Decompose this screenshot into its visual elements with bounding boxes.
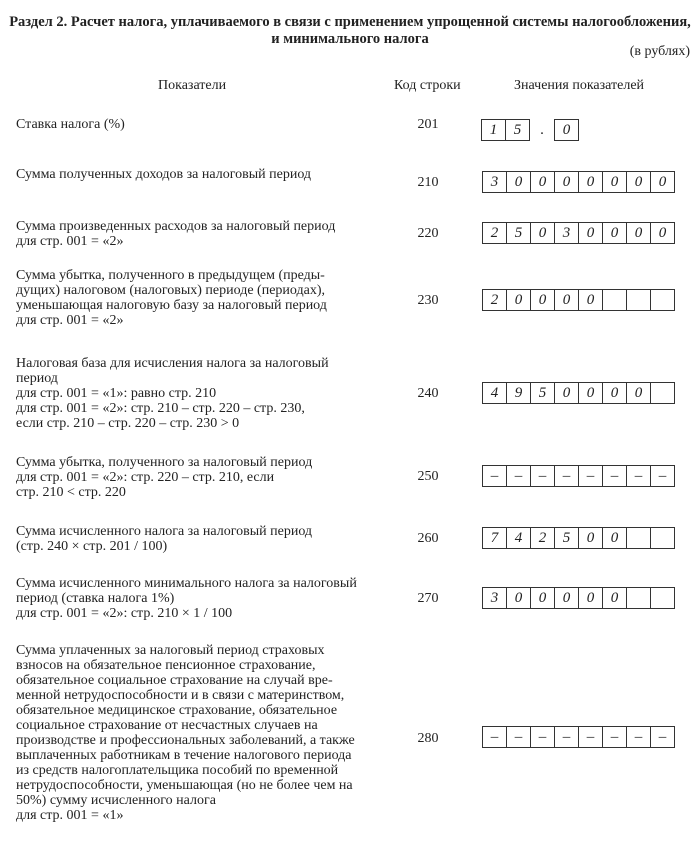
value-cell[interactable] — [650, 289, 675, 311]
header-indicators: Показатели — [158, 78, 227, 93]
row-label-line: для стр. 001 = «1»: равно стр. 210 — [16, 386, 217, 401]
value-cell[interactable]: 0 — [554, 587, 579, 609]
row-label-line: для стр. 001 = «2»: стр. 220 – стр. 210, если — [16, 470, 275, 485]
line-code: 220 — [417, 226, 439, 241]
row-label-line: обязательное социальное страхование на случай вре- — [16, 673, 333, 688]
row-label-line: для стр. 001 = «2» — [16, 234, 124, 249]
row-label-line: Налоговая база для исчисления налога за налоговый — [16, 356, 329, 371]
line-code: 260 — [417, 531, 439, 546]
value-cell[interactable]: 5 — [554, 527, 579, 549]
decimal-separator: . — [540, 121, 544, 138]
value-cell[interactable]: 0 — [578, 222, 603, 244]
value-cell[interactable]: 0 — [530, 222, 555, 244]
line-code: 280 — [417, 731, 439, 746]
value-cell[interactable]: 3 — [482, 587, 507, 609]
value-cell[interactable]: – — [650, 726, 675, 748]
row-label-line: для стр. 001 = «2»: стр. 210 × 1 / 100 — [16, 606, 233, 621]
row-label-line: взносов на обязательное пенсионное страхование, — [16, 658, 316, 673]
line-code: 240 — [417, 386, 439, 401]
value-cell[interactable]: – — [530, 726, 555, 748]
row-label-line: (стр. 240 × стр. 201 / 100) — [16, 539, 168, 554]
value-cell[interactable] — [602, 289, 627, 311]
value-cells — [482, 527, 675, 549]
value-cell[interactable]: 2 — [482, 222, 507, 244]
value-cell[interactable]: – — [578, 465, 603, 487]
value-cells — [482, 171, 675, 193]
value-cell[interactable]: 0 — [578, 171, 603, 193]
line-code: 230 — [417, 293, 439, 308]
value-cell[interactable]: 0 — [530, 171, 555, 193]
unit-note: (в рублях) — [629, 44, 690, 59]
row-label-line: для стр. 001 = «1» — [16, 808, 124, 823]
value-cell[interactable]: 0 — [602, 171, 627, 193]
line-code: 270 — [417, 591, 439, 606]
row-label-line: из средств налогоплательщика пособий по временной — [16, 763, 339, 778]
value-cell[interactable]: 9 — [506, 382, 531, 404]
value-cell[interactable]: 0 — [602, 587, 627, 609]
row-label-line: стр. 210 < стр. 220 — [16, 485, 126, 500]
value-cell[interactable]: 0 — [578, 587, 603, 609]
row-label-line: производстве и профессиональных заболеваний, а также — [16, 733, 355, 748]
row-label-line: 50%) сумму исчисленного налога — [16, 793, 216, 808]
value-cell[interactable]: – — [554, 465, 579, 487]
value-cell[interactable]: – — [482, 726, 507, 748]
value-cell[interactable]: 0 — [602, 527, 627, 549]
value-cell[interactable]: 0 — [602, 222, 627, 244]
row-label-line: дущих) налоговом (налоговых) периоде (периодах), — [16, 283, 326, 298]
value-cell[interactable]: 4 — [506, 527, 531, 549]
value-cell[interactable]: 7 — [482, 527, 507, 549]
row-label-line: Ставка налога (%) — [16, 117, 125, 132]
row-label-line: Сумма убытка, полученного в предыдущем (преды- — [16, 268, 325, 283]
value-cell[interactable]: 3 — [482, 171, 507, 193]
value-cells — [482, 587, 675, 609]
value-cells — [482, 382, 675, 404]
row-label — [16, 356, 376, 431]
row-label-line: уменьшающая налоговую базу за налоговый период — [16, 298, 327, 313]
value-cell[interactable]: 0 — [578, 382, 603, 404]
row-label-line: Сумма исчисленного налога за налоговый период — [16, 524, 313, 539]
value-cell[interactable]: – — [650, 465, 675, 487]
row-label — [16, 455, 376, 500]
row-label — [16, 117, 376, 132]
value-cell[interactable]: 0 — [530, 587, 555, 609]
row-label-line: Сумма полученных доходов за налоговый период — [16, 167, 312, 182]
value-cell[interactable]: 0 — [554, 289, 579, 311]
value-cell[interactable]: 5 — [530, 382, 555, 404]
value-cell[interactable]: 0 — [554, 382, 579, 404]
row-label-line: Сумма исчисленного минимального налога за налоговый — [16, 576, 357, 591]
row-label-line: период (ставка налога 1%) — [16, 591, 175, 606]
value-cell[interactable]: 0 — [530, 289, 555, 311]
row-label-line: Сумма уплаченных за налоговый период страховых — [16, 643, 325, 658]
value-cell[interactable]: – — [554, 726, 579, 748]
section-title-line1: Раздел 2. Расчет налога, уплачиваемого в связи с применением упрощенной системы налогообложения, — [9, 14, 691, 30]
line-code: 210 — [417, 175, 439, 190]
row-label-line: Сумма убытка, полученного за налоговый период — [16, 455, 313, 470]
value-cells — [482, 726, 675, 748]
value-cell[interactable]: 0 — [578, 527, 603, 549]
section-title-line2: и минимального налога — [271, 31, 429, 47]
value-cell[interactable]: – — [578, 726, 603, 748]
value-cell[interactable]: – — [602, 465, 627, 487]
row-label-line: нетрудоспособности, уменьшающая (но не более чем на — [16, 778, 353, 793]
value-cell[interactable]: 0 — [626, 382, 651, 404]
value-cells — [482, 289, 675, 311]
row-label-line: для стр. 001 = «2» — [16, 313, 124, 328]
value-cell[interactable]: 0 — [554, 119, 579, 141]
row-label-line: Сумма произведенных расходов за налоговый период — [16, 219, 336, 234]
value-cell[interactable] — [650, 527, 675, 549]
value-cell[interactable]: – — [482, 465, 507, 487]
row-label-line: менной нетрудоспособности и в связи с материнством, — [16, 688, 345, 703]
header-values: Значения показателей — [514, 78, 645, 93]
value-cell[interactable]: 0 — [506, 289, 531, 311]
rate-cells — [482, 119, 579, 141]
line-code: 250 — [417, 469, 439, 484]
row-label-line: выплаченных работникам в течение налогового периода — [16, 748, 352, 763]
row-label — [16, 576, 376, 621]
value-cell[interactable]: 5 — [506, 222, 531, 244]
value-cell[interactable] — [626, 527, 651, 549]
value-cell[interactable] — [626, 289, 651, 311]
value-cell[interactable]: 5 — [505, 119, 530, 141]
value-cell[interactable]: 0 — [578, 289, 603, 311]
value-cell[interactable]: – — [506, 465, 531, 487]
value-cell[interactable] — [650, 382, 675, 404]
value-cell[interactable]: 2 — [482, 289, 507, 311]
value-cell[interactable]: 2 — [530, 527, 555, 549]
row-label — [16, 643, 376, 823]
value-cell[interactable]: – — [602, 726, 627, 748]
line-code: 201 — [417, 117, 439, 132]
row-label — [16, 524, 376, 554]
value-cell[interactable]: 0 — [602, 382, 627, 404]
row-label-line: социальное страхование от несчастных случаев на — [16, 718, 318, 733]
section-title — [0, 14, 700, 48]
row-label — [16, 167, 376, 182]
value-cells — [482, 222, 675, 244]
value-cell[interactable] — [650, 587, 675, 609]
header-code: Код строки — [394, 78, 461, 93]
value-cell[interactable]: 3 — [554, 222, 579, 244]
value-cell[interactable]: – — [626, 726, 651, 748]
value-cell[interactable]: 1 — [481, 119, 506, 141]
row-label-line: если стр. 210 – стр. 220 – стр. 230 > 0 — [16, 416, 240, 431]
value-cell[interactable]: – — [626, 465, 651, 487]
value-cell[interactable]: 0 — [650, 171, 675, 193]
value-cells — [482, 465, 675, 487]
value-cell[interactable] — [626, 587, 651, 609]
row-label — [16, 268, 376, 328]
value-cell[interactable]: 0 — [650, 222, 675, 244]
value-cell[interactable]: 0 — [506, 587, 531, 609]
value-cell[interactable]: 4 — [482, 382, 507, 404]
value-cell[interactable]: – — [506, 726, 531, 748]
value-cell[interactable]: 0 — [506, 171, 531, 193]
row-label-line: обязательное медицинское страхование, обязательное — [16, 703, 338, 718]
value-cell[interactable]: 0 — [626, 222, 651, 244]
row-label-line: для стр. 001 = «2»: стр. 210 – стр. 220 – стр. 230, — [16, 401, 305, 416]
row-label — [16, 219, 376, 249]
value-cell[interactable]: 0 — [554, 171, 579, 193]
row-label-line: период — [16, 371, 58, 386]
value-cell[interactable]: 0 — [626, 171, 651, 193]
value-cell[interactable]: – — [530, 465, 555, 487]
